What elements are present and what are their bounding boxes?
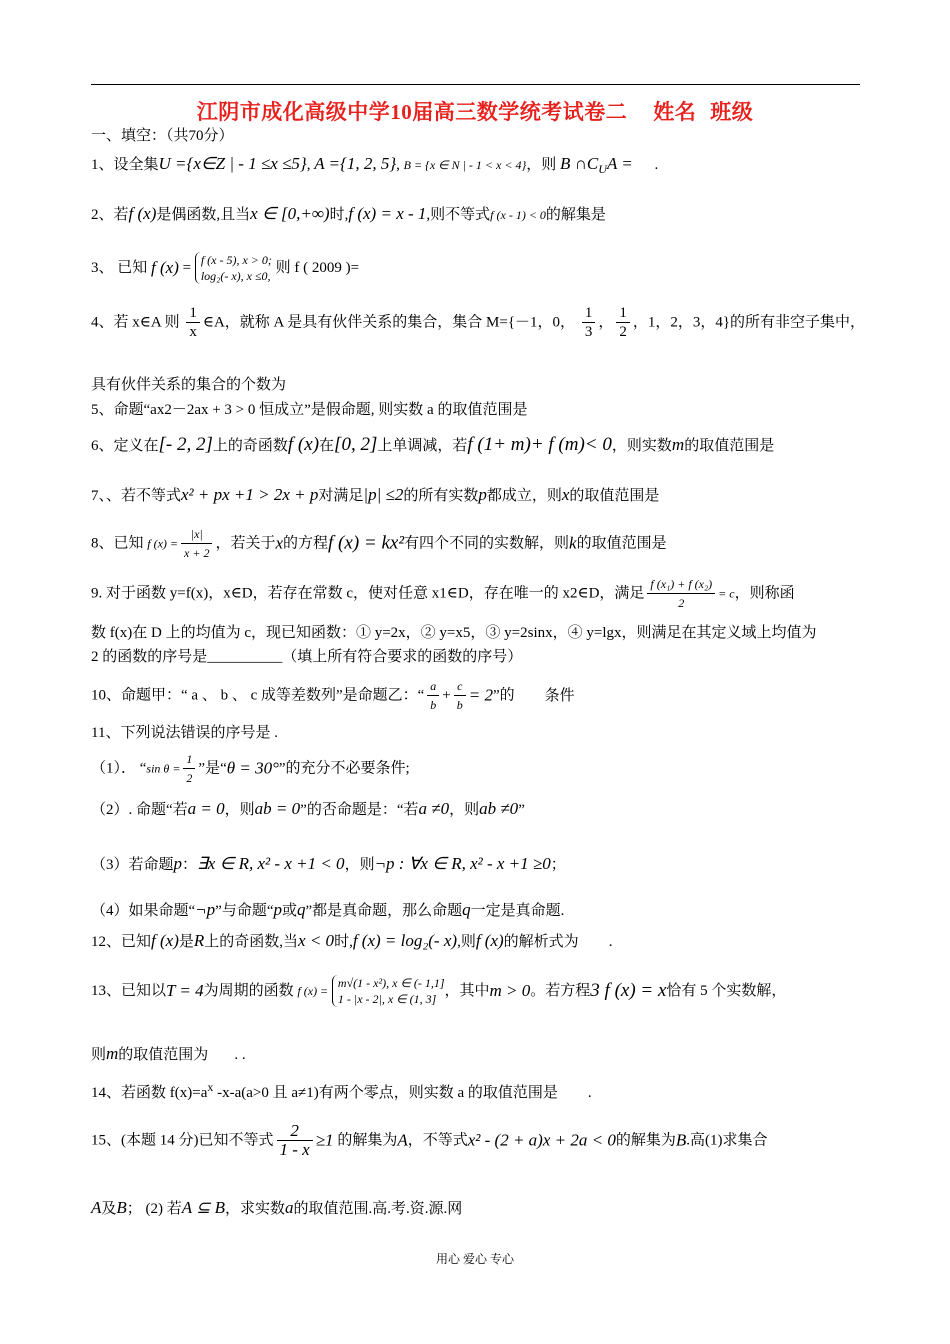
text-q11-3-b: ，则	[344, 857, 375, 873]
text-q11-3-expr2: ¬p : ∀x ∈ R, x² - x +1 ≥0	[374, 854, 551, 873]
text-q11-2-d: ，则	[449, 802, 480, 818]
text-q13-d: 。若方程	[530, 983, 591, 999]
fraction	[277, 1122, 313, 1159]
text-q10-plus: +	[442, 687, 451, 704]
question-15	[91, 1122, 767, 1159]
question-10	[91, 677, 575, 714]
question-6	[91, 436, 774, 455]
text-q6-g: 的取值范围是	[684, 438, 775, 454]
text-q15-sub: A ⊆ B	[181, 1198, 226, 1217]
piecewise-brace-13	[332, 975, 445, 1007]
text-q10-eq: = 2	[468, 685, 493, 705]
question-2	[91, 205, 606, 224]
question-1: 1、设全集U ={x∈Z | - 1 ≤x ≤5}, A ={1, 2, 5}, B = {x ∈ N | - 1 < x < 4}，则 B $\cap C_UA$ = .	[91, 154, 659, 176]
question-3	[91, 252, 359, 284]
text-q7-a: 7、、若不等式	[91, 488, 182, 504]
text-q15-b: 的解集为	[337, 1132, 398, 1149]
text-q12-cond: x < 0	[298, 931, 335, 950]
text-q1-A: A ={1, 2, 5}	[314, 154, 397, 173]
text-q15-B: B	[675, 1130, 687, 1150]
text-q15-line2a: A	[91, 1198, 102, 1217]
text-q4-comma: ，	[598, 314, 614, 331]
text-q4-num: 1	[186, 304, 200, 323]
text-q13-m: m > 0	[489, 981, 531, 1000]
text-q9-num: f (x₁) + f (x₂)	[647, 575, 715, 594]
text-q11-4-a: （4）如果命题“	[91, 903, 196, 919]
question-14: 14、若函数 $f(x)=a^x$ -x-a(a>0 且 a≠1)有两个零点，则实数 a 的取值范围是 .	[91, 1080, 592, 1101]
text-q15-den: 1 - x	[279, 1140, 310, 1159]
text-q8-b: ，若关于	[215, 535, 276, 552]
text-q12-dot: .	[608, 934, 613, 950]
text-q11-3-expr1: ∃x ∈ R, x² - x +1 < 0	[197, 854, 345, 873]
section-heading: 一、填空：（共70分）	[91, 128, 234, 144]
text-q2-a: 2、若	[91, 207, 129, 223]
text-q8-k: k	[569, 533, 577, 553]
text-q7-d: 都成立，则	[486, 488, 562, 504]
text-q11-4-p: p	[273, 900, 282, 919]
text-q11-2-abn0: ab ≠0	[479, 799, 519, 818]
text-q11-1-c: ”的充分不必要条件;	[278, 760, 410, 777]
question-9	[91, 575, 795, 612]
fraction	[582, 304, 596, 341]
text-q14-a: 14、若函数 f(x)=a	[91, 1085, 208, 1101]
text-q15-line2c: B	[116, 1198, 127, 1217]
text-q11-3-c: ；	[550, 857, 566, 873]
text-q6-int1: [- 2, 2]	[158, 434, 213, 455]
text-q2-b: 是偶函数,且当	[156, 207, 251, 223]
text-q9-den: 2	[678, 596, 685, 610]
text-q4-f1d: 3	[584, 324, 593, 340]
text-q3-case1: f (x - 5), x > 0;	[200, 253, 272, 267]
class-label: 班级	[710, 100, 754, 124]
question-11: 11、下列说法错误的序号是 .	[91, 725, 278, 741]
text-q6-c: 在	[319, 438, 335, 454]
text-q2-eq: f (x) = x - 1	[348, 204, 427, 223]
text-q9-eqc: = c	[718, 586, 735, 601]
text-q6-d: 上单调减，若	[377, 438, 468, 454]
text-q1-U: U ={x∈Z | - 1 ≤x ≤5}	[158, 154, 307, 173]
text-q11-4-d: ”都是真命题，那么命题	[305, 903, 463, 919]
text-q14-c: 1)有两个零点，则实数 a 的取值范围是	[306, 1085, 558, 1101]
text-q14-dot: .	[587, 1085, 592, 1101]
text-q4-f2d: 2	[619, 324, 627, 340]
text-q13-eq: 3 f (x) = x	[590, 980, 667, 1001]
text-q3-f: f (x)	[151, 258, 179, 277]
fraction	[647, 575, 715, 612]
text-q9-a: 9. 对于函数 y=f(x)，x∈D，若存在常数 c，使对任意 x1∈D，存在唯一的 x2∈D，满足	[91, 585, 645, 602]
question-11-item4	[91, 901, 564, 920]
text-q13-line2a: 则	[91, 1047, 107, 1063]
text-q15-line2d: ； (2) 若	[126, 1201, 182, 1217]
text-q12-R: R	[193, 931, 205, 950]
text-q12-d: 时,	[334, 934, 353, 950]
text-q6-b: 上的奇函数	[212, 438, 288, 454]
text-q2-f: f (x)	[128, 204, 157, 223]
text-q8-den: x + 2	[184, 546, 210, 560]
text-q8-f: f (x) =	[147, 536, 179, 551]
question-9-line3: 2 的函数的序号是__________（填上所有符合要求的函数的序号）	[91, 649, 523, 665]
fraction	[186, 304, 200, 341]
text-q11-4-q2: q	[462, 900, 471, 919]
text-q11-2-a: （2）. 命题“若	[91, 802, 188, 818]
text-q4-b: ∈A，就称 A 是具有伙伴关系的集合，集合 M={－1，0，	[202, 314, 576, 331]
text-q11-4-np: ¬p	[195, 900, 216, 919]
text-q11-3-p: p	[173, 854, 183, 873]
text-q10-d1: b	[430, 698, 437, 712]
fraction	[454, 677, 466, 714]
title-text: 江阴市成化高级中学10届高三数学统考试卷二	[196, 100, 628, 124]
text-q1-c: ，则	[526, 157, 557, 173]
question-5: 5、命题“ax2－2ax + 3 > 0 恒成立”是假命题, 则实数 a 的取值范围是	[91, 402, 528, 418]
text-q7-ineq: x² + px +1 > 2x + p	[181, 485, 319, 504]
question-9-line2: 数 f(x)在 D 上的均值为 c，现已知函数：① y=2x，② y=x5，③ y=2sinx，④ y=lgx，则满足在其定义域上均值为	[91, 625, 817, 641]
text-q13-mm: m	[106, 1044, 119, 1063]
text-q8-c: 的方程	[283, 535, 329, 552]
text-q15-num: 2	[277, 1122, 313, 1141]
text-q11-1-th: θ = 30°	[226, 758, 279, 778]
text-q8-x: x	[275, 533, 284, 553]
question-11-item1	[91, 750, 410, 787]
text-q6-ineq: f (1+ m)+ f (m)< 0	[467, 434, 612, 455]
text-q12-g: 的解析式为	[503, 934, 579, 950]
text-q13-e: 恰有 5 个实数解，	[666, 983, 787, 999]
text-q12-eq: f (x) = log₂(- x)	[352, 931, 458, 950]
text-q11-2-a0: a = 0	[187, 799, 225, 818]
text-q11-3-colon: ：	[182, 857, 198, 873]
text-q15-a: 15、(本题 14 分)已知不等式	[91, 1132, 274, 1149]
text-q11-1-b: ”是“	[198, 760, 227, 777]
text-q6-int2: [0, 2]	[334, 434, 378, 455]
text-q8-a: 8、已知	[91, 535, 144, 552]
text-q11-4-e: 一定是真命题.	[470, 903, 565, 919]
text-q4-den: x	[189, 324, 197, 340]
fraction	[427, 677, 439, 714]
text-q13-case2: 1 - |x - 2|, x ∈ (1, 3]	[337, 992, 437, 1006]
text-q11-4-c: 或	[281, 903, 297, 919]
text-q13-a: 13、已知以	[91, 983, 167, 999]
text-q11-4-b: ”与命题“	[215, 903, 274, 919]
text-q8-eq: f (x) = kx²	[328, 532, 405, 554]
text-q1-dot: .	[654, 157, 659, 173]
text-q10-n2: c	[454, 677, 466, 696]
text-q9-b: ，则称函	[734, 585, 795, 602]
text-q4-a: 4、若 x∈A 则	[91, 314, 180, 331]
question-12	[91, 932, 612, 951]
question-13	[91, 975, 786, 1007]
text-q1-tail: A =	[606, 154, 633, 173]
text-q7-cond: |p| ≤2	[363, 485, 404, 504]
text-q15-line2e: ，求实数	[225, 1201, 286, 1217]
piecewise-brace	[195, 252, 272, 284]
question-7	[91, 486, 659, 505]
text-q11-1-den: 2	[186, 771, 193, 785]
text-q11-2-ab0: ab = 0	[254, 799, 301, 818]
text-q10-a: 10、命题甲：“ a 、 b 、 c 成等差数列”是命题乙：“	[91, 687, 425, 704]
question-8	[91, 525, 667, 562]
text-q15-ge: ≥1	[315, 1130, 334, 1150]
text-q7-b: 对满足	[318, 488, 364, 504]
text-q11-1-num: 1	[183, 750, 195, 769]
header-rule	[91, 84, 860, 85]
text-q12-b: 是	[178, 934, 194, 950]
text-q13-c: ，其中	[444, 983, 490, 999]
text-q13-line2b: 的取值范围为	[118, 1047, 209, 1063]
text-q4-f2n: 1	[616, 304, 630, 323]
fraction	[183, 750, 195, 787]
text-q14-ne: ≠	[298, 1085, 307, 1101]
text-q10-c: 条件	[544, 687, 575, 704]
text-q11-2-e: ”	[518, 802, 525, 818]
text-q10-d2: b	[456, 698, 463, 712]
text-q15-line2f: 的取值范围.高.考.资.源.网	[293, 1201, 463, 1217]
question-4-line2: 具有伙伴关系的集合的个数为	[91, 377, 287, 393]
text-q12-f: f (x)	[151, 931, 179, 950]
text-q11-4-q: q	[297, 900, 306, 919]
text-q12-f2: f (x)	[475, 931, 504, 950]
text-q6-a: 6、定义在	[91, 438, 159, 454]
text-q8-num: |x|	[181, 525, 212, 544]
text-q15-d: 的解集为	[615, 1132, 676, 1149]
text-q11-2-an0: a ≠0	[418, 799, 450, 818]
text-q6-f: f (x)	[287, 434, 320, 455]
text-q3-eq: =	[182, 260, 192, 276]
text-q7-x: x	[561, 485, 570, 504]
question-11-item3	[91, 855, 566, 874]
text-q3-case2: log₂(- x), x ≤0,	[200, 269, 271, 283]
name-label: 姓名	[653, 100, 697, 124]
text-q11-1-a: （1）． “	[91, 760, 147, 777]
text-q4-f1n: 1	[582, 304, 596, 323]
text-q15-line2b: 及	[101, 1201, 117, 1217]
text-q2-d: ,则不等式	[426, 207, 491, 223]
text-q13-case1: m√(1 - x²), x ∈ (- 1,1]	[337, 976, 445, 990]
text-q8-e: 的取值范围是	[576, 535, 667, 552]
text-q7-e: 的取值范围是	[569, 488, 660, 504]
exam-title	[0, 96, 950, 126]
text-q13-fx: f (x) =	[297, 984, 329, 998]
text-q11-2-c: ”的否命题是：“若	[300, 802, 419, 818]
text-q15-c: ，不等式	[407, 1132, 468, 1149]
text-q15-e: .高(1)求集合	[686, 1132, 768, 1149]
text-q15-aa: a	[285, 1198, 294, 1217]
page-footer: 用心 爱心 专心	[435, 1252, 514, 1266]
question-13-line2	[91, 1045, 246, 1064]
question-11-item2	[91, 800, 525, 819]
text-q10-b: ”的	[493, 687, 515, 704]
text-q2-e: 的解集是	[545, 207, 606, 223]
text-q15-A: A	[397, 1130, 408, 1150]
text-q4-c: ，1，2，3，4}的所有非空子集中，	[632, 314, 866, 331]
text-q13-b: 为周期的函数	[203, 983, 294, 999]
text-q1-B: B = {x ∈ N | - 1 < x < 4}	[403, 158, 527, 172]
text-q10-n1: a	[427, 677, 439, 696]
fraction	[616, 304, 630, 341]
text-q2-ineq: f (x - 1) < 0	[490, 208, 546, 222]
text-q3-a: 3、 已知	[91, 260, 148, 276]
text-q11-2-b: ，则	[224, 802, 255, 818]
text-q2-cond: x ∈ [0,+∞)	[250, 204, 330, 223]
text-q6-e: ，则实数	[611, 438, 672, 454]
text-q11-3-a: （3）若命题	[91, 857, 174, 873]
text-q11-1-sin: sin θ =	[146, 761, 181, 776]
text-q2-c: 时,	[329, 207, 349, 223]
text-q8-d: 有四个不同的实数解，则	[404, 535, 570, 552]
text-q3-b: 则 f ( 2009 )=	[275, 260, 360, 276]
text-q1-a: 1、设全集	[91, 157, 159, 173]
fraction	[181, 525, 212, 562]
text-q7-p: p	[478, 485, 487, 504]
text-q12-e: ,则	[457, 934, 476, 950]
question-4	[91, 304, 865, 341]
text-q13-dots: . .	[234, 1047, 246, 1063]
text-q15-ineq: x² - (2 + a)x + 2a < 0	[467, 1130, 616, 1150]
text-q7-c: 的所有实数	[403, 488, 479, 504]
text-q14-b: -x-a(a>0 且 a	[213, 1085, 299, 1101]
question-15-line2	[91, 1199, 462, 1218]
text-q12-a: 12、已知	[91, 934, 152, 950]
text-q1-expr: B ∩C	[560, 154, 599, 173]
text-q6-m: m	[671, 435, 685, 454]
text-q13-T: T = 4	[166, 981, 204, 1000]
text-q12-c: 上的奇函数,当	[204, 934, 299, 950]
